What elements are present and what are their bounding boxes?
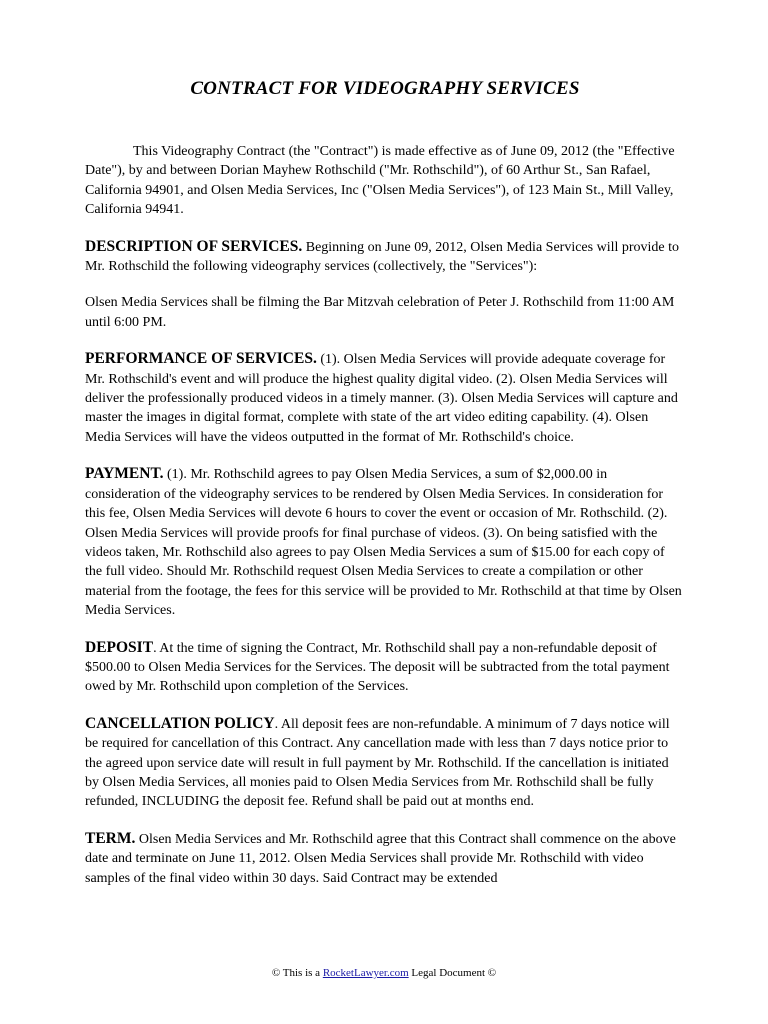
section-term <box>85 829 685 888</box>
section-heading: DEPOSIT <box>85 638 154 656</box>
section-heading: PAYMENT. <box>85 465 164 483</box>
section-payment <box>85 464 685 620</box>
section-description-of-services <box>85 237 685 277</box>
intro-paragraph: This Videography Contract (the "Contract") is made effective as of June 09, 2012 (the "Effective Date"), by and between Dorian Mayhew Rothschild ("Mr. Rothschild"), of 60 Arthur St., San Rafael, California 94901, and Olsen Media Services, Inc ("Olsen Media Services"), of 123 Main St., Mill Valley, California 94941. <box>85 144 675 218</box>
rocketlawyer-link[interactable]: RocketLawyer.com <box>322 967 409 979</box>
section-body: Olsen Media Services shall be filming the Bar Mitzvah celebration of Peter J. Rothschild from 11:00 AM until 6:00 PM. <box>85 295 675 330</box>
section-performance-of-services <box>85 349 685 447</box>
section-heading: TERM. <box>85 829 136 847</box>
footer-prefix: © This is a <box>271 967 323 979</box>
document-page <box>85 78 685 905</box>
section-deposit <box>85 638 685 697</box>
section-heading: CANCELLATION POLICY <box>85 714 275 732</box>
section-filming-details <box>85 293 685 332</box>
document-title: CONTRACT FOR VIDEOGRAPHY SERVICES <box>190 78 580 99</box>
section-body: (1). Olsen Media Services will provide adequate coverage for Mr. Rothschild's event and will produce the highest quality digital video. (2). Olsen Media Services will deliver the professionally produced videos in a timely manner. (3). Olsen Media Services will capture and master the images in digital format, complete with state of the art video editing capability. (4). Olsen Media Services will have the videos outputted in the format of Mr. Rothschild's choice. <box>85 352 678 445</box>
section-body: Olsen Media Services and Mr. Rothschild agree that this Contract shall commence on the above date and terminate on June 11, 2012. Olsen Media Services shall provide Mr. Rothschild with video samples of the final video within 30 days. Said Contract may be extended <box>85 831 676 886</box>
section-heading: DESCRIPTION OF SERVICES. <box>85 237 303 255</box>
page-footer <box>0 967 768 979</box>
section-body: . All deposit fees are non-refundable. A minimum of 7 days notice will be required for cancellation of this Contract. Any cancellation made with less than 7 days notice prior to the agreed upon service date will result in full payment by Mr. Rothschild. If the cancellation is initiated by Olsen Media Services, all monies paid to Olsen Media Services from Mr. Rothschild shall be fully refunded, INCLUDING the deposit fee. Refund shall be paid out at months end. <box>85 716 670 810</box>
section-body: (1). Mr. Rothschild agrees to pay Olsen Media Services, a sum of $2,000.00 in consideration of the videography services to be rendered by Olsen Media Services. In consideration for this fee, Olsen Media Services will devote 6 hours to cover the event or occasion of Mr. Rothschild. (2). Olsen Media Services will provide proofs for final purchase of videos. (3). On being satisfied with the videos taken, Mr. Rothschild also agrees to pay Olsen Media Services a sum of $15.00 for each copy of the full video. Should Mr. Rothschild request Olsen Media Services to create a compilation or other material from the footage, the fees for this service will be provided to Mr. Rothschild at that time by Olsen Media Services. <box>85 467 682 619</box>
section-body: . At the time of signing the Contract, Mr. Rothschild shall pay a non-refundable deposit of $500.00 to Olsen Media Services for the Services. The deposit will be subtracted from the total payment owed by Mr. Rothschild upon completion of the Services. <box>85 640 670 695</box>
section-cancellation-policy <box>85 714 685 812</box>
footer-suffix: Legal Document © <box>408 967 497 979</box>
section-body: Beginning on June 09, 2012, Olsen Media Services will provide to Mr. Rothschild the following videography services (collectively, the "Services"): <box>85 239 680 275</box>
section-heading: PERFORMANCE OF SERVICES. <box>85 350 317 368</box>
